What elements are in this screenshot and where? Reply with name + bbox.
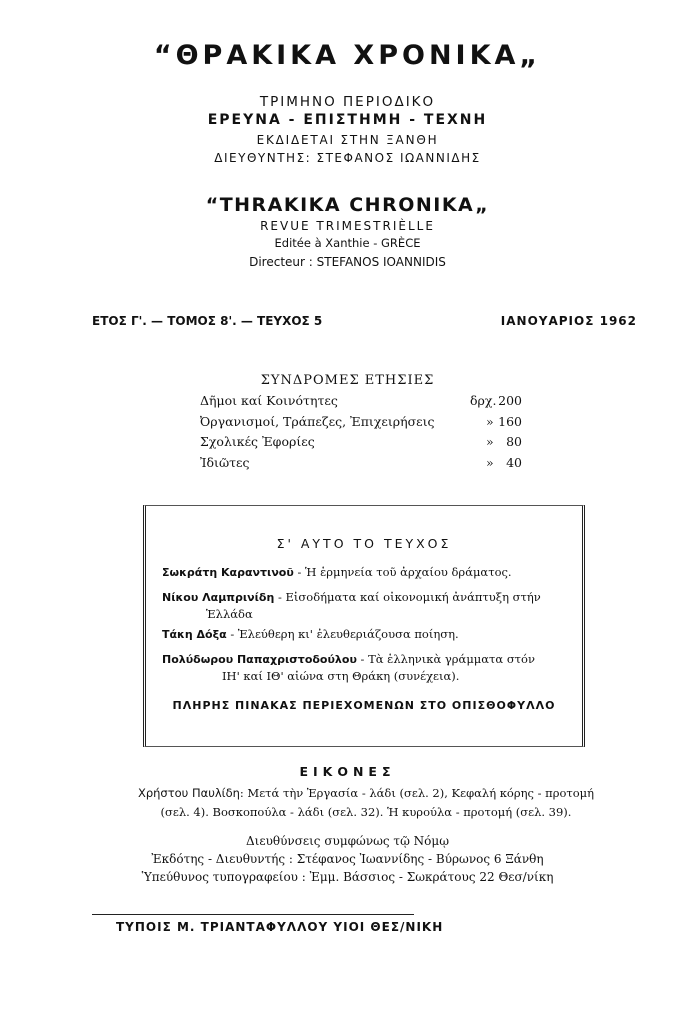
subscription-price: 40 (506, 454, 522, 470)
subscription-label: Σχολικές Ἐφορίες (200, 434, 315, 449)
images-list-line2: (σελ. 4). Βοσκοπούλα - λάδι (σελ. 32). Ἡ κυρούλα - προτομή (σελ. 39). (160, 805, 572, 819)
entry-author: Πολύδωρου Παπαχριστοδούλου (162, 653, 357, 666)
subtitle-publication-place: ΕΚΔΙΔΕΤΑΙ ΣΤΗΝ ΞΑΝΘΗ (256, 133, 439, 147)
legal-publisher: Ἐκδότης - Διευθυντής : Στέφανος Ἰωαννίδης - Βύρωνος 6 Ξάνθη (151, 852, 544, 866)
subscriptions-title: ΣΥΝΔΡΟΜΕΣ ΕΤΗΣΙΕΣ (260, 373, 435, 388)
subscription-ditto-mark: » (486, 434, 494, 449)
entry-separator: - (274, 590, 286, 604)
french-subtitle-revue: REVUE TRIMESTRIÈLLE (260, 219, 435, 233)
entry-separator: - (356, 652, 369, 666)
subscription-row (200, 393, 522, 414)
entry-separator: - (293, 565, 305, 579)
entry-title: Ἐλεύθερη κι' ἐλευθεριάζουσα ποίηση. (237, 627, 459, 641)
images-list-line1: : Μετά τὴν Ἐργασία - λάδι (σελ. 2), Κεφαλή κόρης - προτομή (239, 786, 595, 800)
subscription-price: 160 (498, 413, 522, 429)
printer-imprint: ΤΥΠΟΙΣ Μ. ΤΡΙΑΝΤΑΦΥΛΛΟΥ ΥΙΟΙ ΘΕΣ/ΝΙΚΗ (116, 920, 444, 934)
subscription-row (200, 434, 522, 455)
contents-entry (162, 589, 562, 623)
contents-entry (162, 564, 562, 581)
entry-title: Τὰ ἑλληνικὰ γράμματα στόν (368, 652, 535, 666)
contents-title: Σ' ΑΥΤΟ ΤΟ ΤΕΥΧΟΣ (276, 536, 452, 551)
contents-entry (162, 626, 562, 643)
subscription-label: Ἰδιῶτες (200, 454, 250, 470)
contents-entry (162, 651, 562, 685)
bleed-through-text (40, 960, 470, 974)
subscription-label: Δῆμοι καί Κοινότητες (200, 393, 338, 408)
images-title: ΕΙΚΟΝΕΣ (299, 764, 396, 779)
subscription-label: Ὀργανισμοί, Τράπεζες, Ἐπιχειρήσεις (200, 413, 435, 429)
images-author: Χρήστου Παυλίδη (137, 786, 240, 800)
journal-title-french: “THRAKIKA CHRONIKA„ (205, 194, 490, 216)
legal-printer-responsible: Ὑπεύθυνος τυπογραφείου : Ἐμμ. Βάσσιος - Σωκράτους 22 Θεσ/νίκη (141, 870, 554, 884)
french-subtitle-place: Editée à Xanthie - GRÈCE (274, 236, 421, 250)
journal-title-greek: “ΘΡΑΚΙΚΑ ΧΡΟΝΙΚΑ„ (153, 40, 542, 71)
entry-title: Ἡ ἑρμηνεία τοῦ ἀρχαίου δράματος. (305, 565, 512, 579)
issue-volume: ΕΤΟΣ Γ'. — ΤΟΜΟΣ 8'. — ΤΕΥΧΟΣ 5 (92, 314, 323, 328)
subtitle-director: ΔΙΕΥΘΥΝΤΗΣ: ΣΤΕΦΑΝΟΣ ΙΩΑΝΝΙΔΗΣ (214, 151, 481, 165)
subscriptions-list (200, 393, 522, 475)
issue-date: ΙΑΝΟΥΑΡΙΟΣ 1962 (500, 314, 637, 328)
french-subtitle-director: Directeur : STEFANOS IOANNIDIS (249, 255, 446, 269)
subscription-row (200, 414, 522, 435)
subscription-price: 200 (498, 393, 522, 408)
subscription-ditto-mark: » (486, 413, 494, 429)
subscription-row (200, 455, 522, 476)
subtitle-periodical: ΤΡΙΜΗΝΟ ΠΕΡΙΟΔΙΚΟ (259, 94, 436, 110)
contents-box (143, 505, 585, 747)
subscription-ditto-mark: » (486, 454, 494, 470)
images-description (92, 784, 640, 822)
subscription-price: 80 (506, 434, 522, 449)
subtitle-topics: ΕΡΕΥΝΑ - ΕΠΙΣΤΗΜΗ - ΤΕΧΝΗ (207, 112, 488, 128)
entry-title-continuation: ΙΗ' καί ΙΘ' αἰώνα στη Θράκη (συνέχεια). (222, 669, 460, 683)
entry-author: Νίκου Λαμπρινίδη (162, 591, 275, 604)
entry-author: Τάκη Δόξα (162, 628, 227, 641)
subscription-currency: δρχ. (470, 393, 497, 408)
entry-author: Σωκράτη Καραντινοῦ (162, 566, 294, 579)
divider-line (92, 914, 414, 915)
entry-separator: - (226, 627, 238, 641)
contents-footer-note: ΠΛΗΡΗΣ ΠΙΝΑΚΑΣ ΠΕΡΙΕΧΟΜΕΝΩΝ ΣΤΟ ΟΠΙΣΘΟΦΥΛΛΟ (172, 699, 556, 712)
entry-title: Εἰσοδήματα καί οἰκονομική ἀνάπτυξη στήν (285, 590, 541, 604)
legal-notice-heading: Διευθύνσεις συμφώνως τῷ Νόμῳ (246, 834, 449, 848)
entry-title-continuation: Ἑλλάδα (206, 607, 253, 621)
